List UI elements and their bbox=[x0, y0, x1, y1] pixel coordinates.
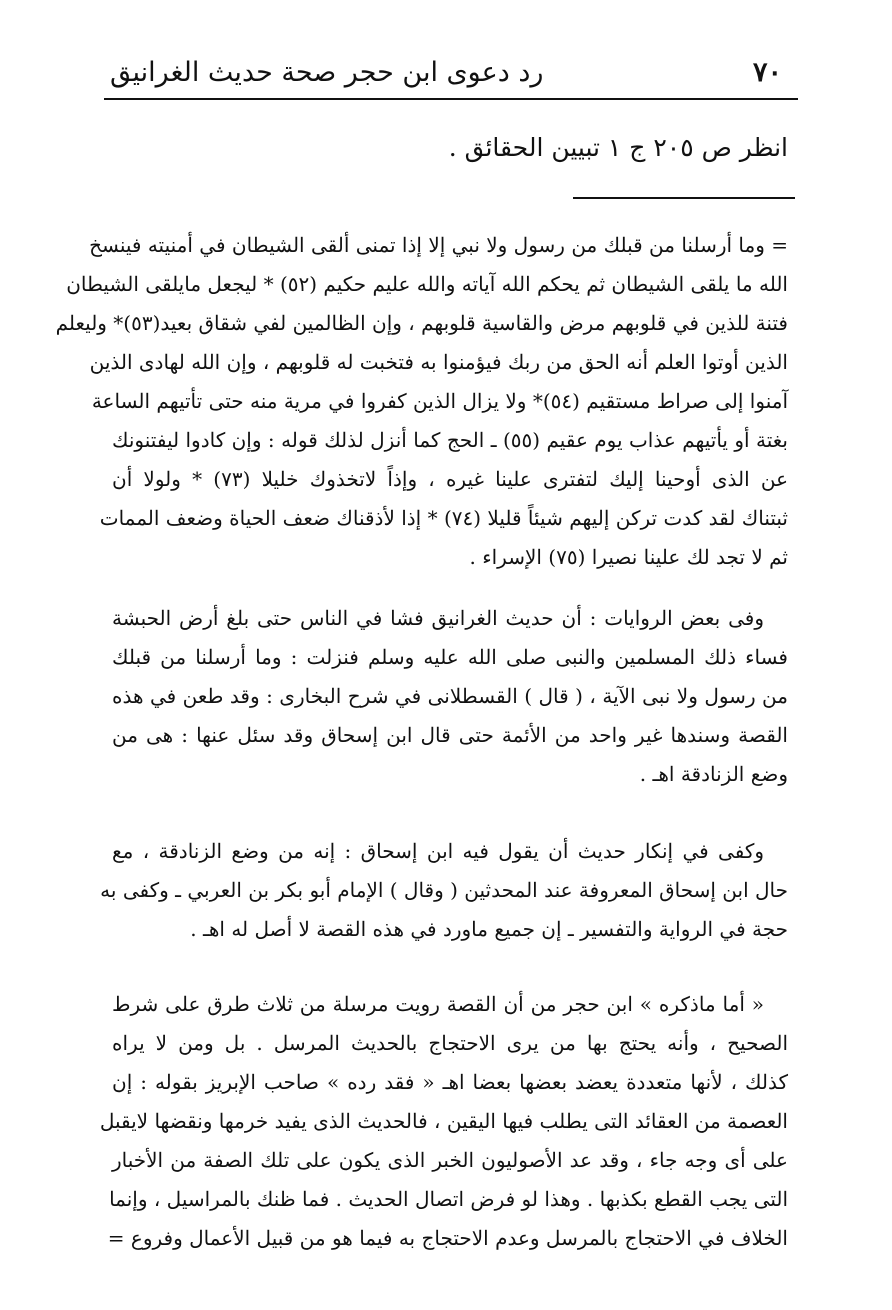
paragraph-quran-quote bbox=[55, 226, 789, 577]
text-line: حال ابن إسحاق المعروفة عند المحدثين ( وقال ) الإمام أبو بكر بن العربي ـ وكفى به bbox=[100, 878, 788, 902]
text-line: على أى وجه جاء ، وقد عد الأصوليون الخبر الذى يكون على تلك الصفة من الأخبار bbox=[112, 1148, 788, 1172]
text-line: حجة في الرواية والتفسير ـ إن جميع ماورد في هذه القصة لا أصل له اهـ . bbox=[190, 917, 788, 941]
paragraph-gap bbox=[112, 577, 788, 599]
text-line: = وما أرسلنا من قبلك من رسول ولا نبي إلا إذا تمنى ألقى الشيطان في أمنيته فينسخ bbox=[89, 233, 788, 257]
text-line: من رسول ولا نبى الآية ، ( قال ) القسطلانى في شرح البخارى : وقد طعن في هذه bbox=[112, 684, 788, 708]
text-line: الذين أوتوا العلم أنه الحق من ربك فيؤمنوا به فتخبت له قلوبهم ، وإن الله لهادى الذين bbox=[89, 350, 788, 374]
paragraph-ibn-ishaq bbox=[100, 832, 788, 949]
text-line: عن الذى أوحينا إليك لتفترى علينا غيره ، وإذاً لاتخذوك خليلا (٧٣) * ولولا أن bbox=[112, 467, 789, 491]
running-title: رد دعوى ابن حجر صحة حديث الغرانيق bbox=[110, 56, 544, 88]
body-text bbox=[55, 226, 789, 1258]
text-line: الله ما يلقى الشيطان ثم يحكم الله آياته والله عليم حكيم (٥٢) * ليجعل مايلقى الشيطان bbox=[66, 272, 788, 296]
text-line: وضع الزنادقة اهـ . bbox=[639, 762, 788, 786]
text-line: الخلاف في الاحتجاج بالمرسل وعدم الاحتجاج به فيما هو من قبيل الأعمال وفروع = bbox=[107, 1226, 788, 1250]
text-line: ثم لا تجد لك علينا نصيرا (٧٥) الإسراء . bbox=[469, 545, 788, 569]
text-line: ثبتناك لقد كدت تركن إليهم شيئاً قليلا (٧٤) * إذا لأذقناك ضعف الحياة وضعف الممات bbox=[99, 506, 788, 530]
text-line: وفى بعض الروايات : أن حديث الغرانيق فشا في الناس حتى بلغ أرض الحبشة bbox=[112, 606, 764, 630]
paragraph-gap bbox=[112, 949, 788, 985]
header-rule bbox=[104, 98, 798, 100]
text-line: بغتة أو يأتيهم عذاب يوم عقيم (٥٥) ـ الحج كما أنزل لذلك قوله : وإن كادوا ليفتنونك bbox=[112, 428, 788, 452]
text-line: فساء ذلك المسلمين والنبى صلى الله عليه وسلم فنزلت : وما أرسلنا من قبلك bbox=[112, 645, 788, 669]
text-line: الصحيح ، وأنه يحتج بها من يرى الاحتجاج بالحديث المرسل . بل ومن لا يراه bbox=[112, 1031, 788, 1055]
text-line: فتنة للذين في قلوبهم مرض والقاسية قلوبهم ، وإن الظالمين لفي شقاق بعيد(٥٣)* وليعلم bbox=[55, 311, 788, 335]
text-line: التى يجب القطع بكذبها . وهذا لو فرض اتصال الحديث . فما ظنك بالمراسيل ، وإنما bbox=[109, 1187, 788, 1211]
paragraph-narrations bbox=[112, 599, 788, 794]
page-header bbox=[110, 48, 782, 96]
page-number: ٧٠ bbox=[752, 56, 782, 88]
paragraph-ibn-hajar bbox=[99, 985, 788, 1258]
text-line: « أما ماذكره » ابن حجر من أن القصة رويت مرسلة من ثلاث طرق على شرط bbox=[112, 992, 764, 1016]
text-line: وكفى في إنكار حديث أن يقول فيه ابن إسحاق : إنه من وضع الزنادقة ، مع bbox=[112, 839, 764, 863]
text-line: كذلك ، لأنها متعددة يعضد بعضها بعضا اهـ « فقد رده » صاحب الإبريز بقوله : إن bbox=[112, 1070, 788, 1094]
text-line: العصمة من العقائد التى يطلب فيها اليقين ، فالحديث الذى يفيد خرمها ونقضها لايقبل bbox=[99, 1109, 788, 1133]
text-line: القصة وسندها غير واحد من الأئمة حتى قال ابن إسحاق وقد سئل عنها : هى من bbox=[112, 723, 788, 747]
paragraph-gap bbox=[112, 794, 788, 832]
text-line: آمنوا إلى صراط مستقيم (٥٤)* ولا يزال الذين كفروا في مرية منه حتى تأتيهم الساعة bbox=[91, 389, 788, 413]
note-separator-rule bbox=[573, 197, 795, 199]
footnote-reference: انظر ص ٢٠٥ ج ١ تبيين الحقائق . bbox=[448, 133, 788, 162]
